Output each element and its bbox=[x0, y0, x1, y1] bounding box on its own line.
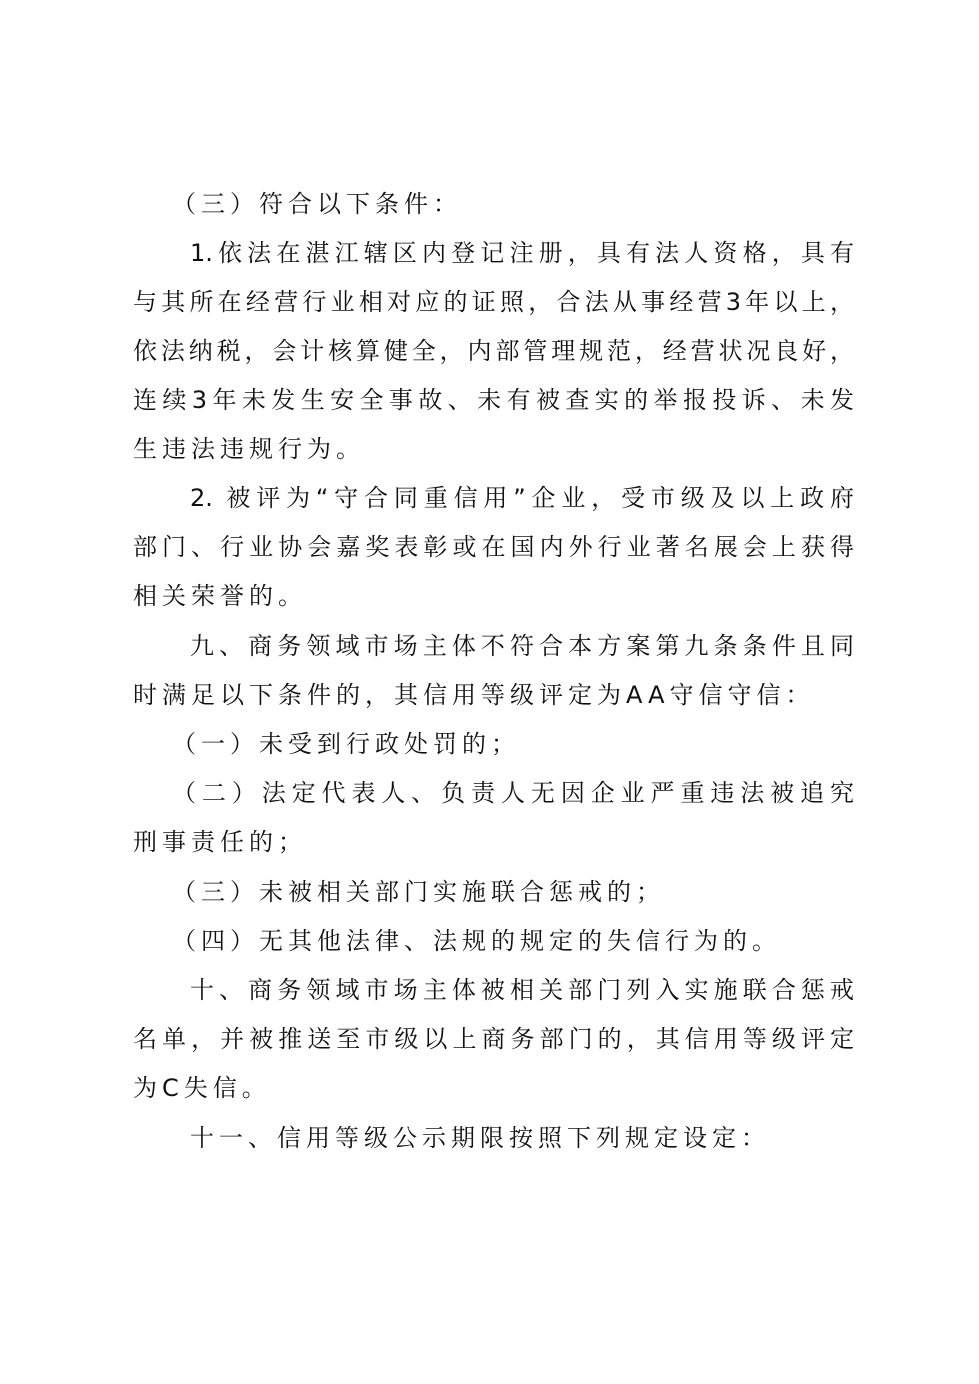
condition-3: （三）未被相关部门实施联合惩戒的； bbox=[172, 878, 665, 906]
item-1-line-1: 1.依法在湛江辖区内登记注册，具有法人资格，具有 bbox=[190, 239, 854, 267]
condition-2-line-2: 刑事责任的； bbox=[133, 828, 307, 856]
condition-4: （四）无其他法律、法规的规定的失信行为的。 bbox=[172, 927, 781, 955]
article-10-line-3: 为C失信。 bbox=[133, 1074, 271, 1102]
item-1-line-2: 与其所在经营行业相对应的证照，合法从事经营3年以上， bbox=[133, 288, 854, 316]
item-1-line-4: 连续3年未发生安全事故、未有被查实的举报投诉、未发 bbox=[133, 386, 854, 414]
item-2-line-2: 部门、行业协会嘉奖表彰或在国内外行业著名展会上获得 bbox=[133, 533, 854, 561]
article-9-line-1: 九、商务领域市场主体不符合本方案第九条条件且同 bbox=[190, 632, 854, 660]
subsection-heading-3: （三）符合以下条件： bbox=[172, 190, 462, 218]
article-9-line-2: 时满足以下条件的，其信用等级评定为AA守信守信： bbox=[133, 681, 815, 709]
article-11-line-1: 十一、信用等级公示期限按照下列规定设定： bbox=[190, 1124, 770, 1152]
condition-1: （一）未受到行政处罚的； bbox=[172, 730, 520, 758]
item-1-line-3: 依法纳税，会计核算健全，内部管理规范，经营状况良好， bbox=[133, 337, 854, 365]
article-10-line-2: 名单，并被推送至市级以上商务部门的，其信用等级评定 bbox=[133, 1025, 854, 1053]
item-2-line-3: 相关荣誉的。 bbox=[133, 582, 307, 610]
article-10-line-1: 十、商务领域市场主体被相关部门列入实施联合惩戒 bbox=[190, 976, 854, 1004]
condition-2-line-1: （二）法定代表人、负责人无因企业严重违法被追究 bbox=[172, 779, 854, 807]
item-1-line-5: 生违法违规行为。 bbox=[133, 435, 365, 463]
item-2-line-1: 2. 被评为“守合同重信用”企业，受市级及以上政府 bbox=[190, 484, 854, 512]
